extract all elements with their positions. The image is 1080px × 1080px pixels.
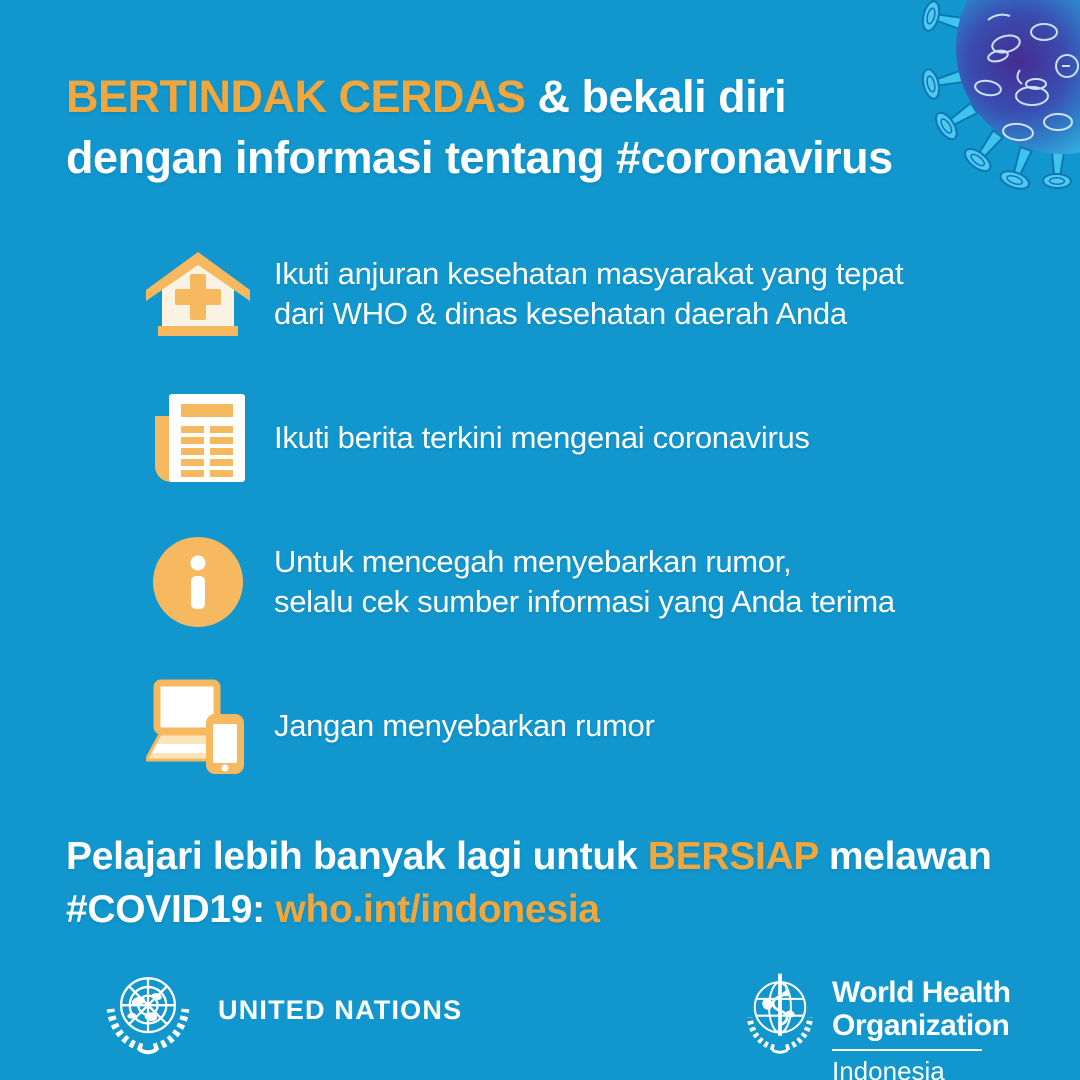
- newspaper-icon-wrap: [146, 390, 250, 486]
- who-emblem: [738, 968, 822, 1060]
- un-logo: [100, 962, 462, 1058]
- item-text: [274, 706, 655, 746]
- item-text-line: Untuk mencegah menyebarkan rumor,: [274, 544, 792, 579]
- clinic-icon: [146, 248, 250, 340]
- text-line: [66, 66, 1006, 127]
- item-text-line: selalu cek sumber informasi yang Anda terima: [274, 584, 895, 619]
- info-list: [146, 244, 1006, 820]
- clinic-icon-wrap: [146, 246, 250, 342]
- cta-link[interactable]: who.int/indonesia: [275, 888, 600, 931]
- newspaper-icon: [149, 392, 247, 484]
- text-part: BERTINDAK CERDAS: [66, 71, 526, 122]
- item-text-line: Ikuti berita terkini mengenai coronavirus: [274, 420, 810, 455]
- devices-icon-wrap: [146, 678, 250, 774]
- list-item: [146, 676, 1006, 776]
- who-divider: [832, 1049, 982, 1051]
- item-text-line: dari WHO & dinas kesehatan daerah Anda: [274, 296, 847, 331]
- text-part: BERSIAP: [647, 835, 819, 878]
- who-name-line1: World Health: [832, 976, 1011, 1009]
- who-logo: [738, 968, 1010, 1080]
- who-name-line2: Organization: [832, 1009, 1010, 1042]
- text-line: [66, 830, 1016, 883]
- text-part: & bekali diri: [525, 71, 787, 122]
- text-part: Pelajari lebih banyak lagi untuk: [66, 835, 648, 878]
- item-text-line: Ikuti anjuran kesehatan masyarakat yang tepat: [274, 256, 904, 291]
- text-part: #COVID19:: [66, 888, 276, 931]
- info-icon: [152, 536, 244, 628]
- un-label: UNITED NATIONS: [218, 994, 463, 1025]
- list-item: [146, 388, 1006, 488]
- item-text: [274, 542, 895, 622]
- list-item: [146, 244, 1006, 344]
- item-text: [274, 418, 810, 458]
- text-line: [66, 883, 1016, 936]
- text-part: dengan informasi tentang #coronavirus: [66, 132, 893, 183]
- un-emblem: [100, 962, 196, 1058]
- who-text: [832, 976, 1010, 1080]
- text-part: melawan: [818, 835, 992, 878]
- list-item: [146, 532, 1006, 632]
- cta-text: [66, 830, 1016, 936]
- devices-icon: [146, 676, 250, 776]
- page-title: [66, 66, 1006, 188]
- text-line: [66, 127, 1006, 188]
- info-icon-wrap: [146, 534, 250, 630]
- who-region: Indonesia: [832, 1056, 945, 1080]
- item-text-line: Jangan menyebarkan rumor: [274, 708, 655, 743]
- item-text: [274, 254, 903, 334]
